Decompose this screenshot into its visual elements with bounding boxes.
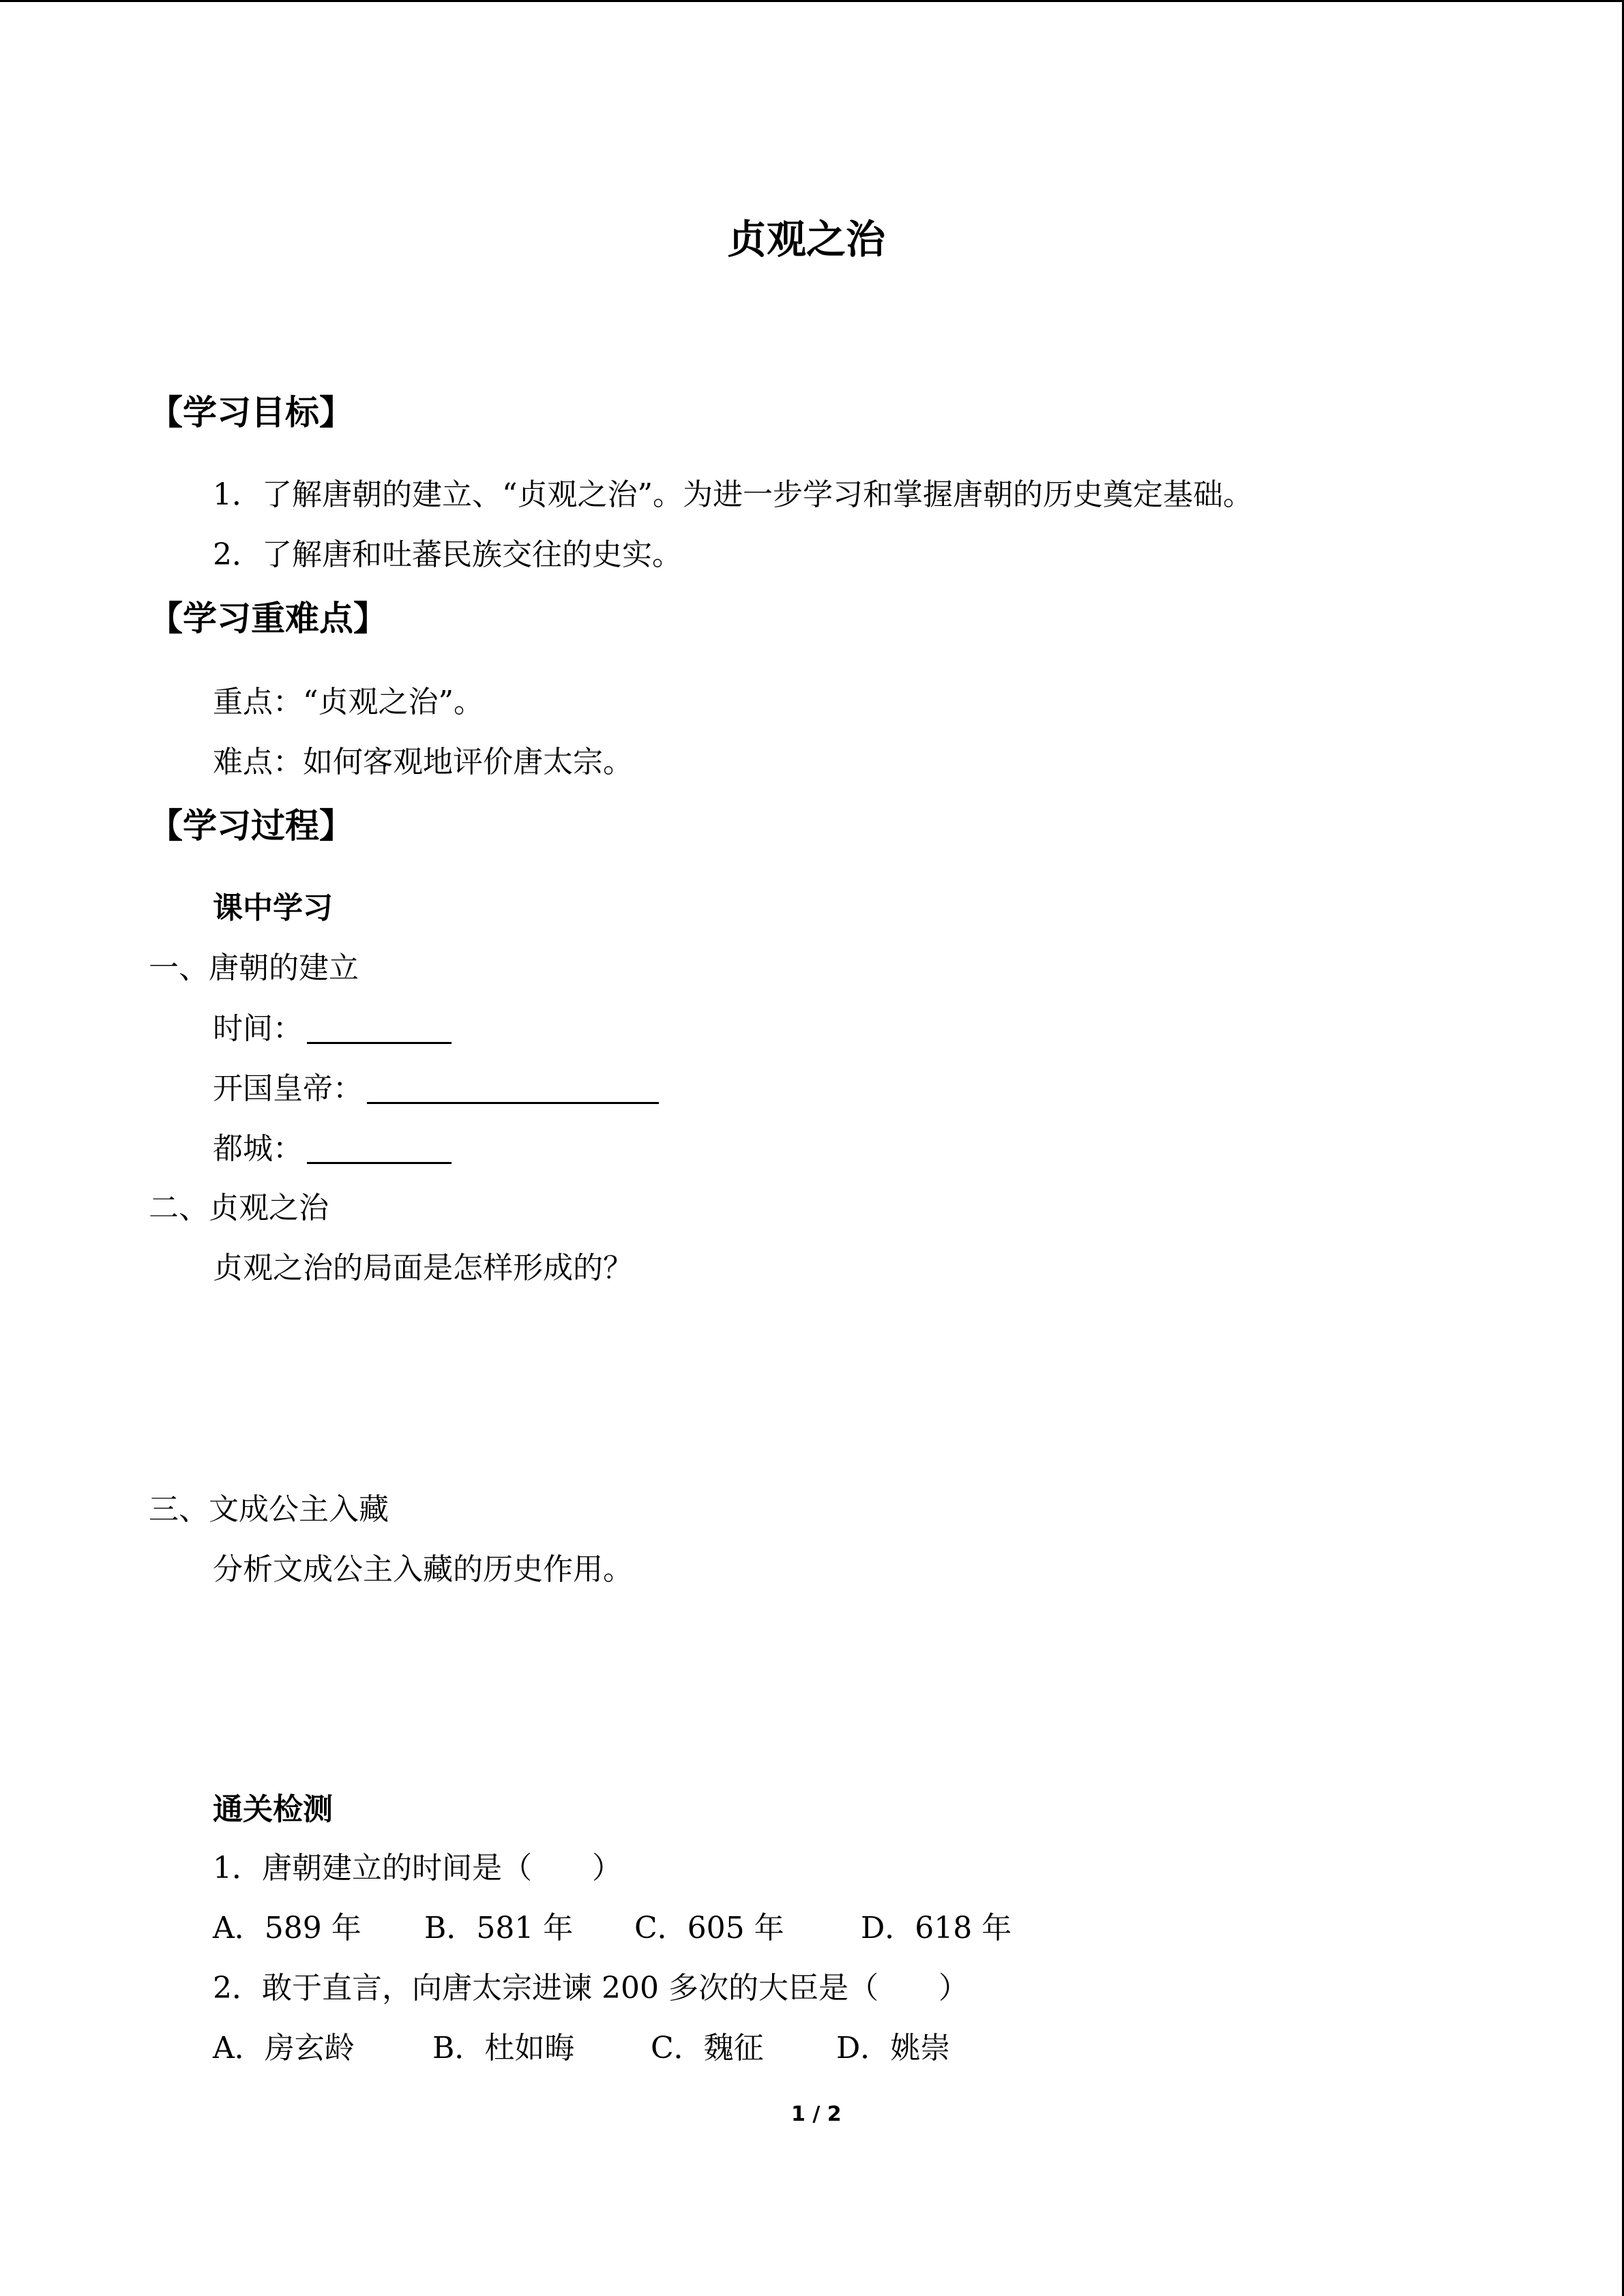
quiz-q1-option-c[interactable]: C．605 年 — [634, 1911, 784, 1945]
key-points-heading: 【学习重难点】 — [149, 599, 387, 638]
difficult-point-text: 难点：如何客观地评价唐太宗。 — [213, 745, 633, 779]
time-label: 时间： — [213, 1011, 303, 1046]
quiz-q2-option-b[interactable]: B．杜如晦 — [432, 2031, 575, 2066]
capital-label: 都城： — [213, 1131, 303, 1166]
time-blank[interactable] — [307, 1013, 452, 1044]
founder-blank[interactable] — [367, 1073, 659, 1104]
quiz-q2-option-d[interactable]: D．姚崇 — [836, 2031, 951, 2066]
part3-answer-space[interactable] — [213, 1597, 1372, 1774]
page-number: 1 / 2 — [791, 2102, 842, 2126]
quiz-q1-stem: 1．唐朝建立的时间是（ ） — [213, 1851, 622, 1885]
objective-item-1: 1．了解唐朝的建立、“贞观之治”。为进一步学习和掌握唐朝的历史奠定基础。 — [213, 477, 1253, 512]
part2-answer-space[interactable] — [213, 1296, 1372, 1473]
capital-blank[interactable] — [307, 1133, 452, 1164]
founder-label: 开国皇帝： — [213, 1071, 363, 1106]
part3-title: 三、文成公主入藏 — [149, 1492, 389, 1527]
objective-item-2: 2．了解唐和吐蕃民族交往的史实。 — [213, 537, 682, 572]
quiz-q2-option-a[interactable]: A．房玄龄 — [213, 2031, 355, 2066]
quiz-q1-option-b[interactable]: B．581 年 — [424, 1911, 574, 1945]
capital-field — [213, 1133, 452, 1164]
quiz-heading: 通关检测 — [213, 1792, 333, 1827]
page-title: 贞观之治 — [727, 216, 886, 263]
quiz-q2-stem: 2．敢于直言，向唐太宗进谏 200 多次的大臣是（ ） — [213, 1971, 969, 2006]
quiz-q1-option-a[interactable]: A．589 年 — [213, 1911, 361, 1945]
key-point-text: 重点：“贞观之治”。 — [213, 685, 484, 719]
quiz-q1-option-d[interactable]: D．618 年 — [861, 1911, 1012, 1945]
process-heading: 【学习过程】 — [149, 806, 353, 846]
quiz-q2-option-c[interactable]: C．魏征 — [651, 2031, 764, 2066]
top-border — [0, 0, 1624, 2]
part3-question: 分析文成公主入藏的历史作用。 — [213, 1552, 633, 1587]
part2-title: 二、贞观之治 — [149, 1191, 329, 1225]
in-class-subheading: 课中学习 — [213, 891, 333, 925]
part1-title: 一、唐朝的建立 — [149, 951, 359, 985]
founder-field — [213, 1073, 659, 1104]
part2-question: 贞观之治的局面是怎样形成的？ — [213, 1251, 633, 1285]
objectives-heading: 【学习目标】 — [149, 393, 353, 432]
time-field — [213, 1013, 452, 1044]
